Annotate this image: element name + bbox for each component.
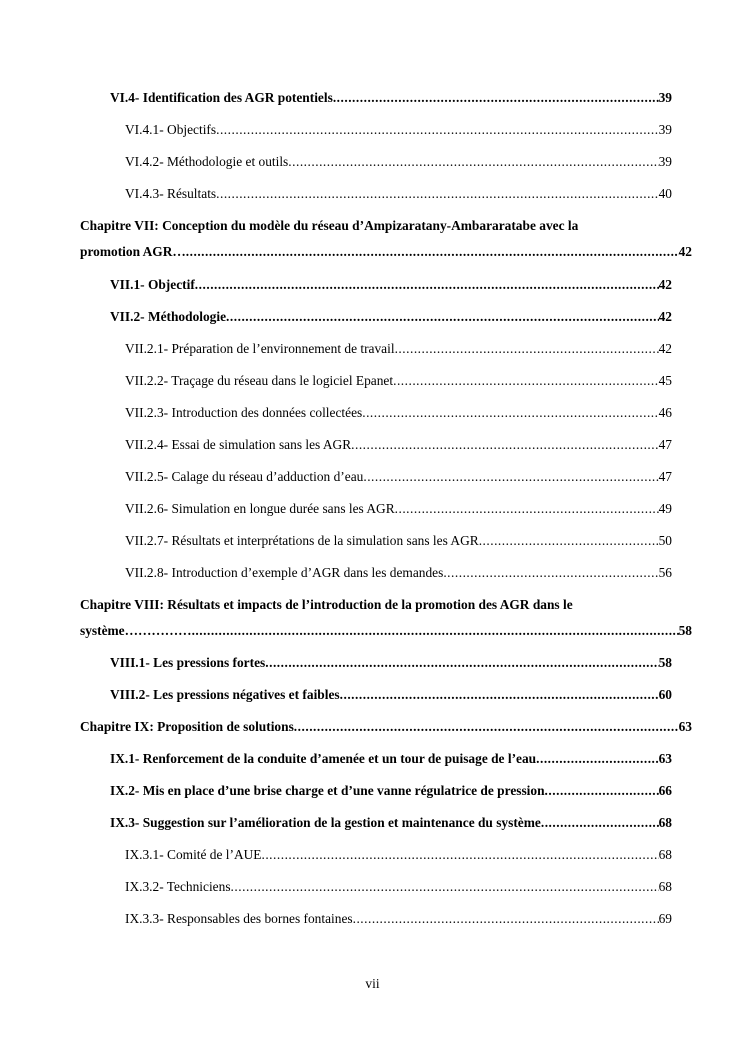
toc-entry-page: 60 bbox=[658, 687, 672, 702]
toc-entry-page: 49 bbox=[658, 501, 672, 516]
toc-entry-label: IX.2- Mis en place d’une brise charge et d’une vanne régulatrice de pression bbox=[110, 783, 545, 798]
toc-entry-page: 47 bbox=[658, 469, 672, 484]
toc-entry-label: IX.1- Renforcement de la conduite d’amenée et un tour de puisage de l’eau bbox=[110, 751, 537, 766]
toc-entry bbox=[110, 815, 672, 831]
toc-entry-label: VII.2.8- Introduction d’exemple d’AGR dans les demandes bbox=[125, 565, 444, 580]
toc-entry-label: VII.2.7- Résultats et interprétations de la simulation sans les AGR bbox=[125, 533, 479, 548]
toc-entry-page: 46 bbox=[658, 405, 672, 420]
toc-entry-page: 47 bbox=[658, 437, 672, 452]
toc-entry bbox=[110, 277, 672, 293]
toc-entry-page: 68 bbox=[658, 847, 672, 862]
toc-entry-label: VI.4.2- Méthodologie et outils bbox=[125, 154, 289, 169]
toc-entry-page: 39 bbox=[658, 90, 672, 105]
toc-entry bbox=[125, 533, 672, 549]
toc-entry bbox=[125, 911, 672, 927]
toc-entry bbox=[125, 847, 672, 863]
toc-entry-label: VII.1- Objectif bbox=[110, 277, 195, 292]
toc-entry-label: VI.4.3- Résultats bbox=[125, 186, 217, 201]
toc-entry-label: VIII.1- Les pressions fortes bbox=[110, 655, 266, 670]
toc-entry-label: VIII.2- Les pressions négatives et faibles bbox=[110, 687, 340, 702]
toc-entry-label: IX.3.1- Comité de l’AUE bbox=[125, 847, 262, 862]
toc-entry-label: VII.2.2- Traçage du réseau dans le logiciel Epanet bbox=[125, 373, 394, 388]
toc-entry-page: 42 bbox=[658, 277, 672, 292]
toc-entry-label: VII.2- Méthodologie bbox=[110, 309, 227, 324]
toc-entry-label: VI.4.1- Objectifs bbox=[125, 122, 217, 137]
toc-entry-label: VI.4- Identification des AGR potentiels bbox=[110, 90, 333, 105]
toc-entry bbox=[110, 655, 672, 671]
toc-entry-page: 58 bbox=[658, 655, 672, 670]
toc-entry-page: 69 bbox=[658, 911, 672, 926]
toc-entry-page: 45 bbox=[658, 373, 672, 388]
toc-entry-label: IX.3.3- Responsables des bornes fontaines bbox=[125, 911, 353, 926]
toc-entry-label: Chapitre IX: Proposition de solutions bbox=[80, 719, 294, 734]
toc-entry-label: IX.3- Suggestion sur l’amélioration de la gestion et maintenance du système bbox=[110, 815, 541, 830]
toc-entry bbox=[125, 122, 672, 138]
toc-entry bbox=[125, 469, 672, 485]
toc-entry bbox=[110, 309, 672, 325]
toc-entry-page: 42 bbox=[658, 309, 672, 324]
toc-entry-page: 63 bbox=[678, 719, 692, 734]
toc-entry-page: 63 bbox=[658, 751, 672, 766]
toc-entry bbox=[125, 501, 672, 517]
toc-chapter-entry bbox=[80, 719, 692, 735]
toc-entry bbox=[125, 341, 672, 357]
toc-entry-page: 68 bbox=[658, 815, 672, 830]
toc-entry-label: système…………… bbox=[80, 623, 192, 638]
toc-entry bbox=[110, 783, 672, 799]
toc-entry bbox=[125, 565, 672, 581]
toc-entry bbox=[125, 437, 672, 453]
toc-entry-page: 40 bbox=[658, 186, 672, 201]
toc-chapter-entry bbox=[80, 623, 692, 639]
page-number: vii bbox=[365, 976, 380, 991]
toc-entry-page: 66 bbox=[658, 783, 672, 798]
toc-entry-label: promotion AGR… bbox=[80, 244, 186, 259]
toc-entry-page: 68 bbox=[658, 879, 672, 894]
toc-entry-page: 39 bbox=[658, 154, 672, 169]
toc-entry-page: 39 bbox=[658, 122, 672, 137]
toc-entry bbox=[125, 405, 672, 421]
toc-entry bbox=[125, 879, 672, 895]
toc-entry-label: VII.2.5- Calage du réseau d’adduction d’eau bbox=[125, 469, 364, 484]
chapter-heading-line: Chapitre VIII: Résultats et impacts de l’introduction de la promotion des AGR dans le bbox=[80, 597, 573, 612]
toc-entry-page: 56 bbox=[658, 565, 672, 580]
toc-entry-page: 42 bbox=[658, 341, 672, 356]
toc-entry-label: VII.2.3- Introduction des données collectées bbox=[125, 405, 363, 420]
toc-entry-page: 58 bbox=[678, 623, 692, 638]
toc-entry bbox=[125, 186, 672, 202]
toc-entry bbox=[110, 687, 672, 703]
toc-entry bbox=[110, 751, 672, 767]
toc-entry bbox=[125, 373, 672, 389]
toc-entry-label: VII.2.1- Préparation de l’environnement de travail bbox=[125, 341, 395, 356]
toc-entry-page: 50 bbox=[658, 533, 672, 548]
toc-entry-label: VII.2.4- Essai de simulation sans les AGR bbox=[125, 437, 352, 452]
toc-chapter-entry bbox=[80, 244, 692, 260]
toc-entry bbox=[110, 90, 672, 106]
toc-entry-label: IX.3.2- Techniciens bbox=[125, 879, 231, 894]
toc-entry-page: 42 bbox=[678, 244, 692, 259]
chapter-heading-line: Chapitre VII: Conception du modèle du réseau d’Ampizaratany-Ambararatabe avec la bbox=[80, 218, 579, 233]
toc-entry-label: VII.2.6- Simulation en longue durée sans les AGR bbox=[125, 501, 395, 516]
toc-entry bbox=[125, 154, 672, 170]
